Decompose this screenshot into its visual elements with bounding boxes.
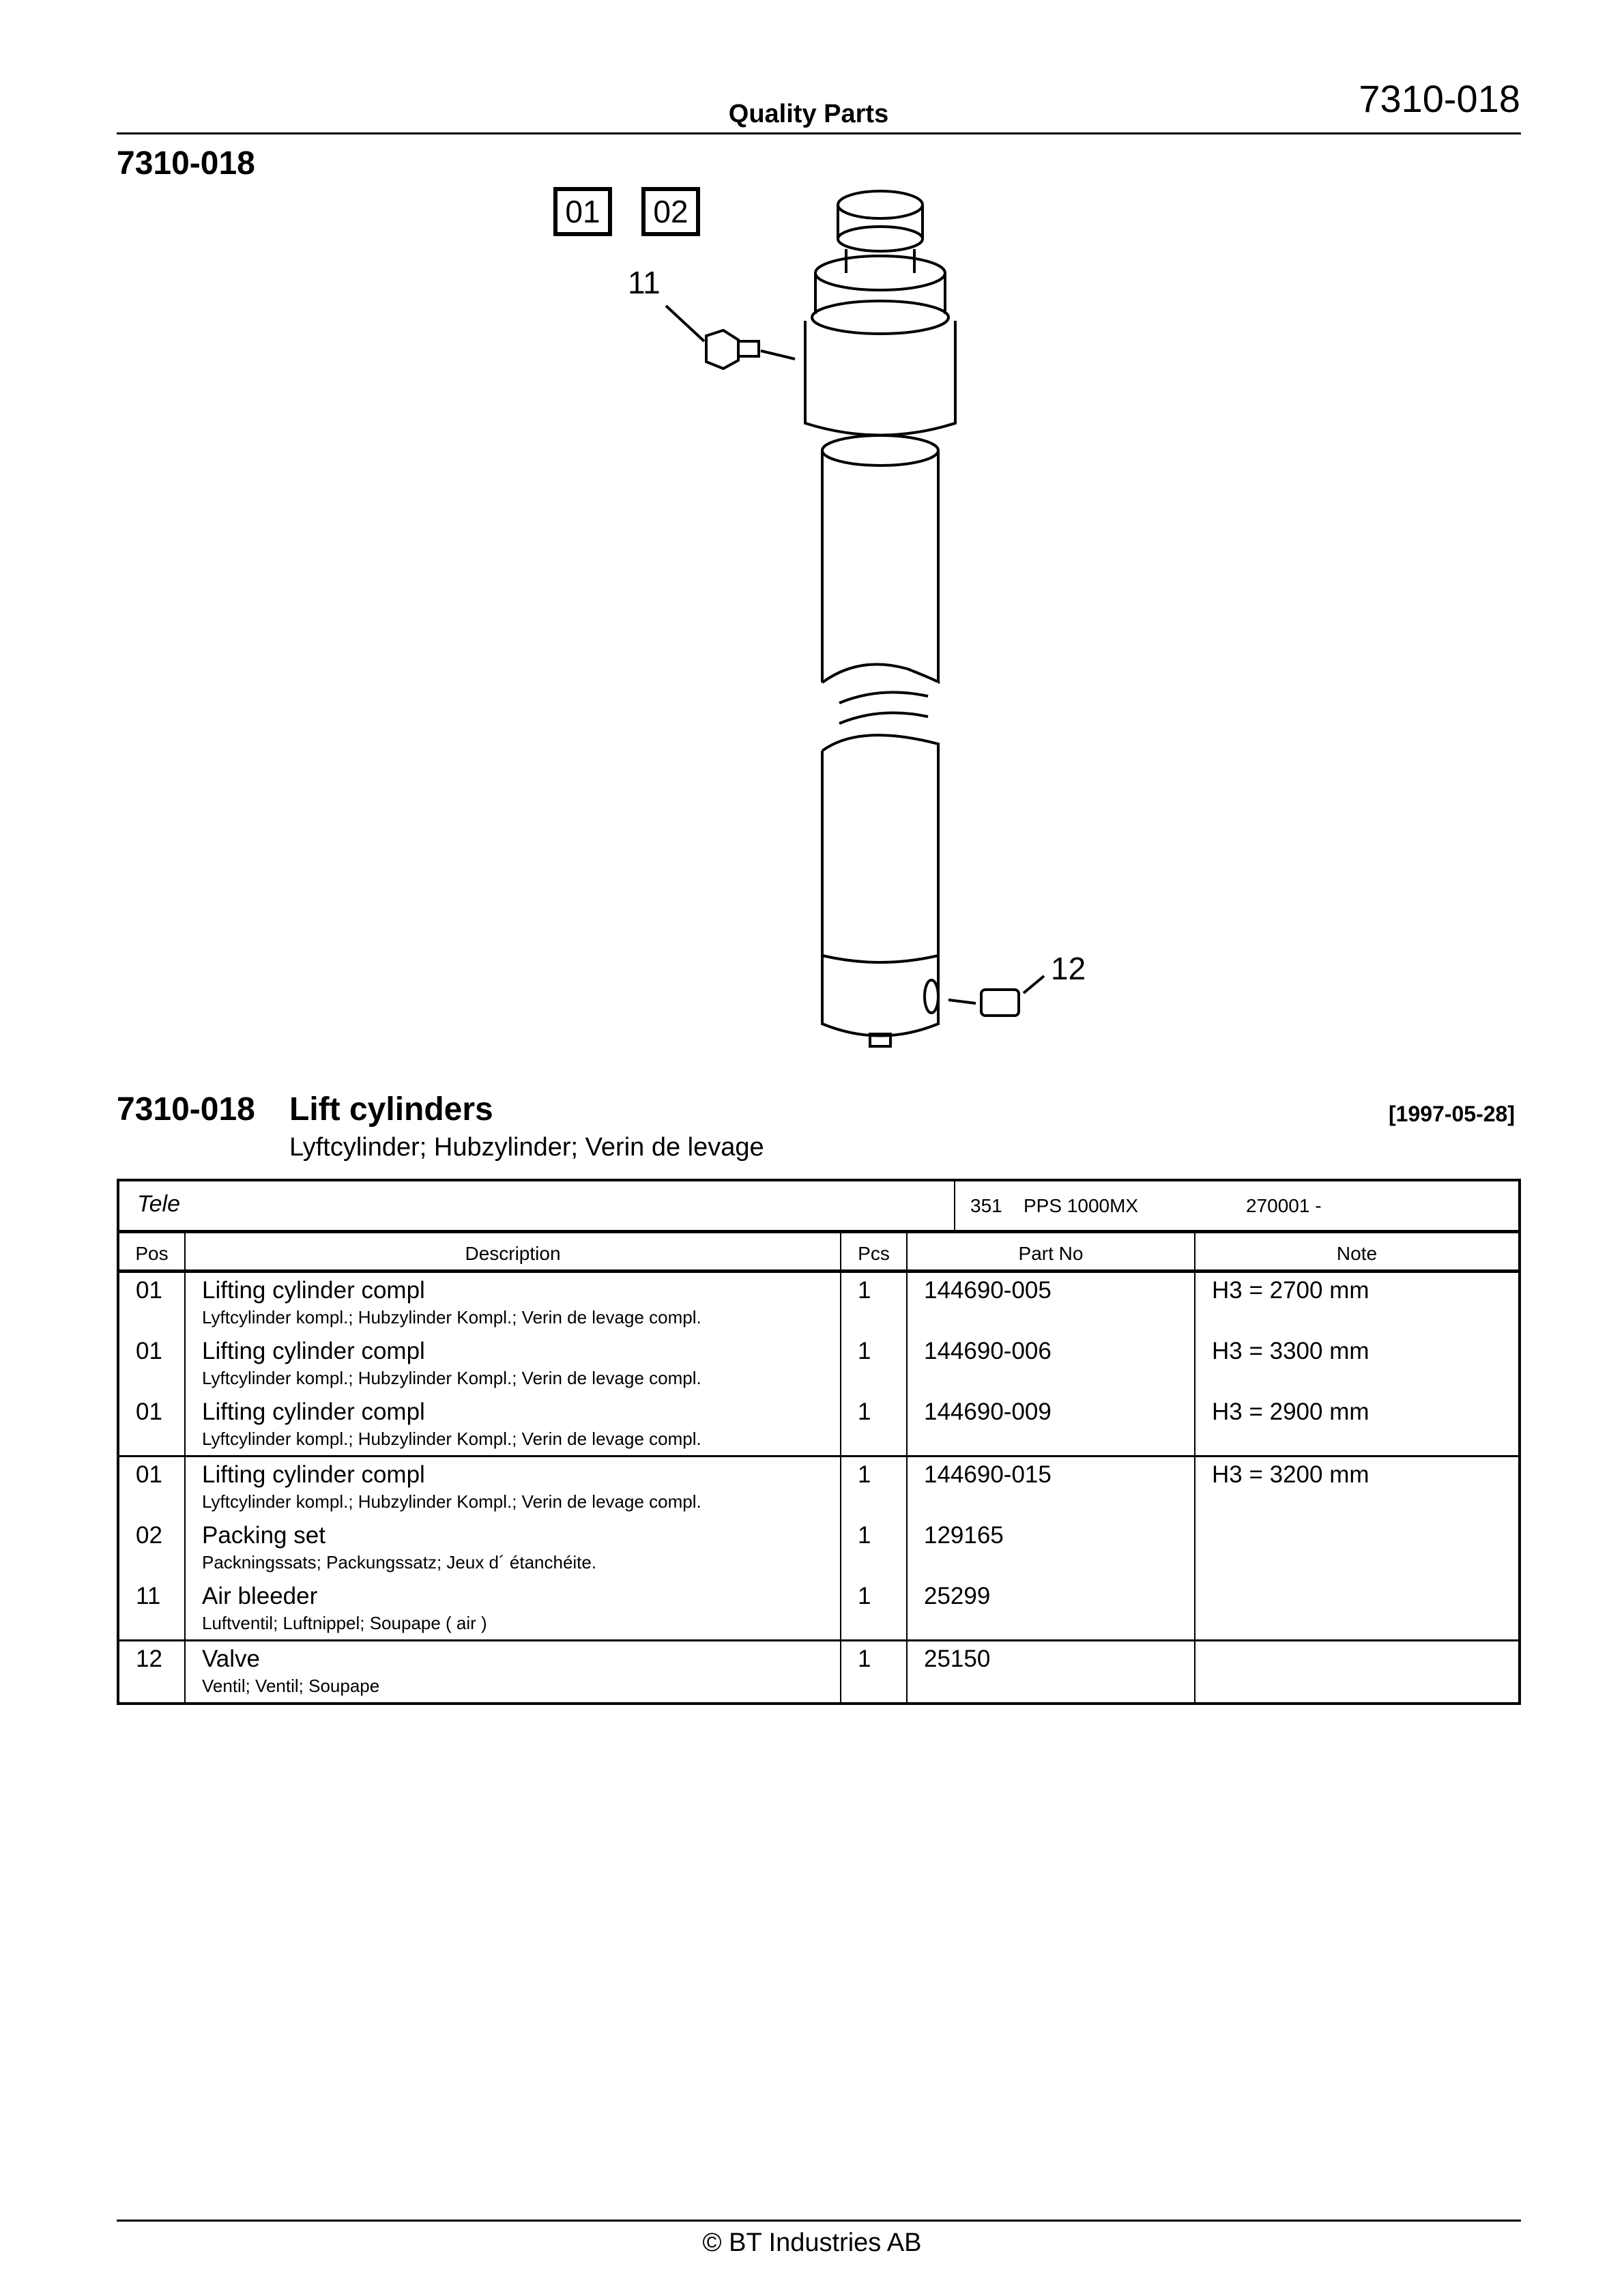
table-row [119, 1518, 1518, 1579]
page-title: Lift cylinders [289, 1091, 493, 1128]
description: Lifting cylinder compl [202, 1398, 425, 1425]
pos-cell: 01 [119, 1394, 186, 1455]
footer-copyright: © BT Industries AB [702, 2228, 922, 2257]
note-cell: H3 = 3300 mm [1212, 1338, 1369, 1364]
description-translations: Lyftcylinder kompl.; Hubzylinder Kompl.; Verin de levage compl. [202, 1307, 701, 1328]
note-cell [1195, 1641, 1518, 1702]
model-group: Tele [119, 1181, 955, 1230]
model-info [955, 1181, 1518, 1230]
title-translations: Lyftcylinder; Hubzylinder; Verin de levage [289, 1133, 764, 1162]
description: Lifting cylinder compl [202, 1338, 425, 1364]
note-cell: H3 = 2700 mm [1212, 1277, 1369, 1304]
part-no-cell: 144690-015 [908, 1457, 1195, 1518]
pos-cell: 01 [119, 1273, 186, 1334]
description-cell [186, 1518, 841, 1579]
row-group [119, 1273, 1518, 1457]
pos-cell: 11 [119, 1579, 186, 1639]
description-cell [186, 1394, 841, 1455]
pcs-cell: 1 [841, 1334, 908, 1394]
description: Lifting cylinder compl [202, 1277, 425, 1304]
model-row [119, 1181, 1518, 1233]
description: Packing set [202, 1522, 325, 1549]
description-cell [186, 1334, 841, 1394]
pcs-cell: 1 [841, 1457, 908, 1518]
callout-12: 12 [1051, 951, 1086, 986]
table-row [119, 1457, 1518, 1518]
callout-11: 11 [628, 265, 661, 300]
note-cell: H3 = 3200 mm [1212, 1461, 1369, 1488]
note-cell [1195, 1579, 1518, 1639]
lift-cylinder-diagram [532, 177, 1086, 1065]
pcs-cell: 1 [841, 1273, 908, 1334]
table-row [119, 1273, 1518, 1334]
description-translations: Ventil; Ventil; Soupape [202, 1676, 380, 1696]
description-cell [186, 1579, 841, 1639]
page-number: 7310-018 [1359, 77, 1520, 120]
description-cell [186, 1457, 841, 1518]
part-no-cell: 144690-005 [908, 1273, 1195, 1334]
section-number: 7310-018 [117, 145, 255, 182]
description-translations: Lyftcylinder kompl.; Hubzylinder Kompl.; Verin de levage compl. [202, 1429, 701, 1449]
part-no-cell: 25150 [908, 1641, 1195, 1702]
table-row [119, 1579, 1518, 1639]
description-cell [186, 1273, 841, 1334]
model-name: PPS 1000MX [1024, 1195, 1139, 1216]
part-no-cell: 25299 [908, 1579, 1195, 1639]
note-cell: H3 = 2900 mm [1212, 1398, 1369, 1425]
row-group [119, 1457, 1518, 1641]
header-divider [117, 132, 1521, 134]
table-row [119, 1641, 1518, 1702]
col-note: Note [1336, 1243, 1378, 1264]
pcs-cell: 1 [841, 1518, 908, 1579]
pos-cell: 01 [119, 1334, 186, 1394]
footer-divider [117, 2220, 1521, 2222]
header-title: Quality Parts [728, 100, 889, 128]
description-cell [186, 1641, 841, 1702]
part-no-cell: 129165 [908, 1518, 1195, 1579]
serial-range: 270001 - [1246, 1195, 1322, 1216]
col-pcs: Pcs [841, 1233, 908, 1269]
pos-cell: 02 [119, 1518, 186, 1579]
description: Valve [202, 1646, 260, 1672]
part-no-cell: 144690-006 [908, 1334, 1195, 1394]
description-translations: Luftventil; Luftnippel; Soupape ( air ) [202, 1613, 487, 1633]
note-cell [1195, 1518, 1518, 1579]
col-part-no: Part No [908, 1233, 1195, 1269]
table-body [119, 1273, 1518, 1702]
part-no-cell: 144690-009 [908, 1394, 1195, 1455]
row-group [119, 1641, 1518, 1702]
callout-01: 01 [565, 194, 600, 229]
description: Air bleeder [202, 1583, 318, 1609]
table-row [119, 1334, 1518, 1394]
revision-date: [1997-05-28] [1389, 1102, 1515, 1126]
pos-cell: 12 [119, 1641, 186, 1702]
pos-cell: 01 [119, 1457, 186, 1518]
pcs-cell: 1 [841, 1641, 908, 1702]
description: Lifting cylinder compl [202, 1461, 425, 1488]
pcs-cell: 1 [841, 1579, 908, 1639]
description-translations: Lyftcylinder kompl.; Hubzylinder Kompl.; Verin de levage compl. [202, 1368, 701, 1388]
callout-02: 02 [653, 194, 688, 229]
table-row [119, 1394, 1518, 1455]
description-translations: Lyftcylinder kompl.; Hubzylinder Kompl.; Verin de levage compl. [202, 1491, 701, 1512]
table-header [119, 1233, 1518, 1273]
pcs-cell: 1 [841, 1394, 908, 1455]
col-pos: Pos [119, 1233, 186, 1269]
title-number: 7310-018 [117, 1091, 255, 1128]
col-description: Description [186, 1233, 841, 1269]
model-code: 351 [970, 1195, 1002, 1216]
description-translations: Packningssats; Packungssatz; Jeux d´ étanchéite. [202, 1552, 597, 1573]
parts-table [117, 1179, 1521, 1705]
